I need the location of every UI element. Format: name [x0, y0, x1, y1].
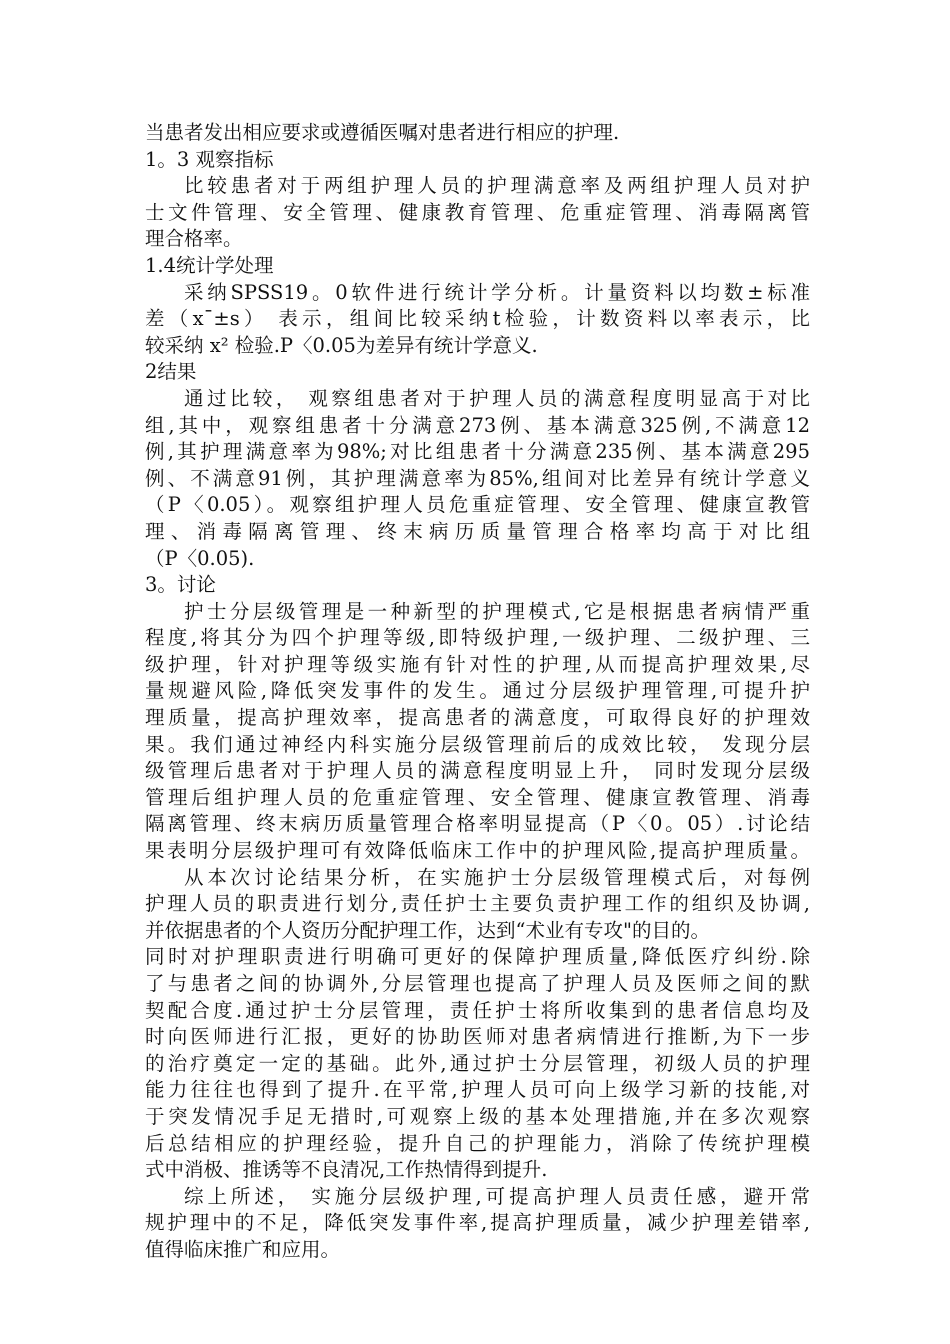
text-line: 差（x¯±s） 表示，组间比较采纳t检验，计数资料以率表示，比: [145, 307, 810, 331]
text-line: 能力往往也得到了提升.在平常,护理人员可向上级学习新的技能,对: [145, 1078, 810, 1102]
text-line: 从本次讨论结果分析，在实施护士分层级管理模式后，对每例: [184, 865, 810, 889]
text-line: 式中消极、推诱等不良清况,工作热情得到提升.: [145, 1158, 548, 1182]
text-line: 理质量，提高护理效率，提高患者的满意度，可取得良好的护理效: [145, 706, 810, 730]
text-line: 护士分层级管理是一种新型的护理模式,它是根据患者病情严重: [184, 599, 810, 623]
text-line: 理、消毒隔离管理、终末病历质量管理合格率均高于对比组: [145, 519, 810, 543]
text-line: 级管理后患者对于护理人员的满意程度明显上升， 同时发现分层级: [145, 759, 810, 783]
text-line: 较采纳 x² 检验.P〈0.05为差异有统计学意义.: [145, 333, 538, 357]
text-line: 同时对护理职责进行明确可更好的保障护理质量,降低医疗纠纷.除: [145, 945, 810, 969]
text-line: 果表明分层级护理可有效降低临床工作中的护理风险,提高护理质量。: [145, 839, 810, 863]
text-line: 护理人员的职责进行划分,责任护士主要负责护理工作的组织及协调,: [145, 892, 810, 916]
text-line: 值得临床推广和应用。: [145, 1237, 341, 1261]
text-line: 组,其中，观察组患者十分满意273例、基本满意325例,不满意12: [145, 413, 810, 437]
text-line: 例,其护理满意率为98%;对比组患者十分满意235例、基本满意295: [145, 440, 810, 464]
text-line: 采纳SPSS19。0软件进行统计学分析。计量资料以均数±标准: [184, 280, 810, 304]
text-line: （P〈0.05).: [145, 546, 255, 570]
text-line: 比较患者对于两组护理人员的护理满意率及两组护理人员对护: [184, 174, 810, 198]
text-line: 管理后组护理人员的危重症管理、安全管理、健康宣教管理、消毒: [145, 785, 810, 809]
document-page: [145, 120, 810, 1264]
text-line: 的治疗奠定一定的基础。此外,通过护士分层管理，初级人员的护理: [145, 1051, 810, 1075]
text-line: 级护理，针对护理等级实施有针对性的护理,从而提高护理效果,尽: [145, 652, 810, 676]
text-line: 后总结相应的护理经验，提升自己的护理能力，消除了传统护理模: [145, 1131, 810, 1155]
section-heading: 3。讨论: [145, 573, 216, 597]
text-line: 了与患者之间的协调外,分层管理也提高了护理人员及医师之间的默: [145, 972, 810, 995]
section-heading: 2结果: [145, 360, 197, 384]
text-line: 果。我们通过神经内科实施分层级管理前后的成效比较， 发现分层: [145, 732, 810, 756]
text-line: 于突发情况手足无措时,可观察上级的基本处理措施,并在多次观察: [145, 1104, 810, 1128]
text-line: （P〈0.05）。观察组护理人员危重症管理、安全管理、健康宣教管: [145, 493, 810, 517]
text-line: 隔离管理、终末病历质量管理合格率明显提高（P〈0。05）.讨论结: [145, 812, 810, 836]
section-heading: 1.4统计学处理: [145, 253, 274, 277]
text-line: 量规避风险,降低突发事件的发生。通过分层级护理管理,可提升护: [145, 679, 810, 703]
text-line: 时向医师进行汇报，更好的协助医师对患者病情进行推断,为下一步: [145, 1025, 810, 1049]
text-line: 当患者发出相应要求或遵循医嘱对患者进行相应的护理.: [145, 121, 620, 144]
text-line: 程度,将其分为四个护理等级,即特级护理,一级护理、二级护理、三: [145, 626, 810, 650]
text-line: 规护理中的不足，降低突发事件率,提高护理质量，减少护理差错率,: [145, 1211, 810, 1235]
text-line: 例、不满意91例，其护理满意率为85%,组间对比差异有统计学意义: [145, 466, 810, 490]
text-line: 并依据患者的个人资历分配护理工作，达到“术业有专攻"的目的。: [145, 918, 710, 942]
text-line: 理合格率。: [145, 227, 243, 251]
text-line: 综上所述， 实施分层级护理,可提高护理人员责任感，避开常: [184, 1184, 810, 1208]
text-line: 契配合度.通过护士分层管理，责任护士将所收集到的患者信息均及: [145, 998, 810, 1022]
text-line: 通过比较， 观察组患者对于护理人员的满意程度明显高于对比: [184, 386, 810, 410]
text-line: 士文件管理、安全管理、健康教育管理、危重症管理、消毒隔离管: [145, 200, 810, 224]
section-heading: 1。3 观察指标: [145, 147, 274, 171]
